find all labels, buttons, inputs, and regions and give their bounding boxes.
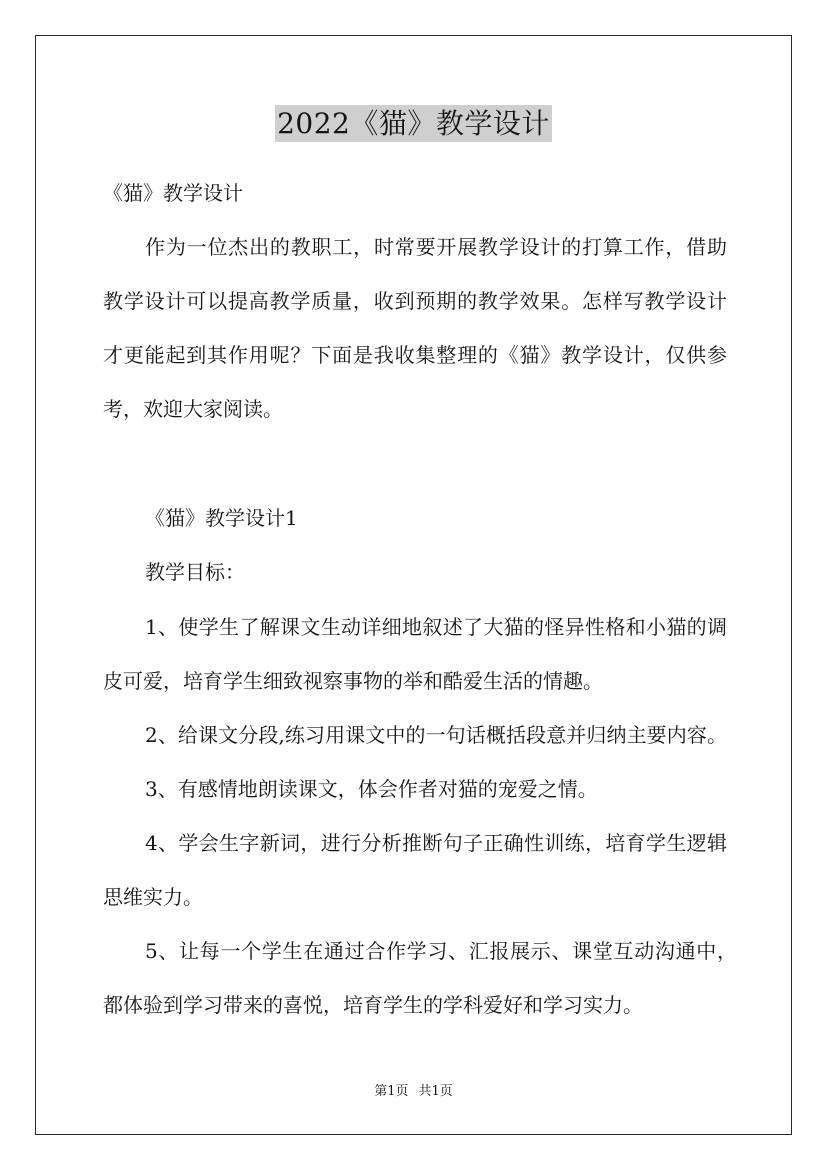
objective-line: 2、给课文分段,练习用课文中的一句话概括段意并归纳主要内容。: [145, 723, 727, 747]
objectives-label: 教学目标：: [145, 560, 245, 584]
intro-paragraph-line: 考，欢迎大家阅读。: [103, 397, 283, 421]
objective-line: 皮可爱，培育学生细致视察事物的举和酷爱生活的情趣。: [103, 669, 603, 693]
objective-line: 5、让每一个学生在通过合作学习、汇报展示、课堂互动沟通中，: [145, 939, 737, 963]
total-pages-label: 共1页: [418, 1084, 453, 1099]
intro-paragraph-line: 才更能起到其作用呢？下面是我收集整理的《猫》教学设计，仅供参: [103, 343, 727, 367]
document-subtitle: 《猫》教学设计: [103, 181, 243, 205]
objective-line: 都体验到学习带来的喜悦，培育学生的学科爱好和学习实力。: [103, 993, 643, 1017]
intro-paragraph-line: 教学设计可以提高教学质量，收到预期的教学效果。怎样写教学设计: [103, 289, 727, 313]
objective-line: 3、有感情地朗读课文，体会作者对猫的宠爱之情。: [145, 777, 598, 801]
title-container: [0, 105, 827, 142]
document-title: 2022《猫》教学设计: [277, 107, 550, 140]
page-footer: [0, 1084, 827, 1100]
section-heading: 《猫》教学设计1: [145, 506, 298, 530]
objective-line: 1、使学生了解课文生动详细地叙述了大猫的怪异性格和小猫的调: [145, 615, 727, 639]
objective-line: 思维实力。: [103, 885, 203, 909]
current-page-label: 第1页: [374, 1084, 409, 1099]
intro-paragraph-line: 作为一位杰出的教职工，时常要开展教学设计的打算工作，借助: [145, 235, 727, 259]
objective-line: 4、学会生字新词，进行分析推断句子正确性训练，培育学生逻辑: [145, 831, 727, 855]
